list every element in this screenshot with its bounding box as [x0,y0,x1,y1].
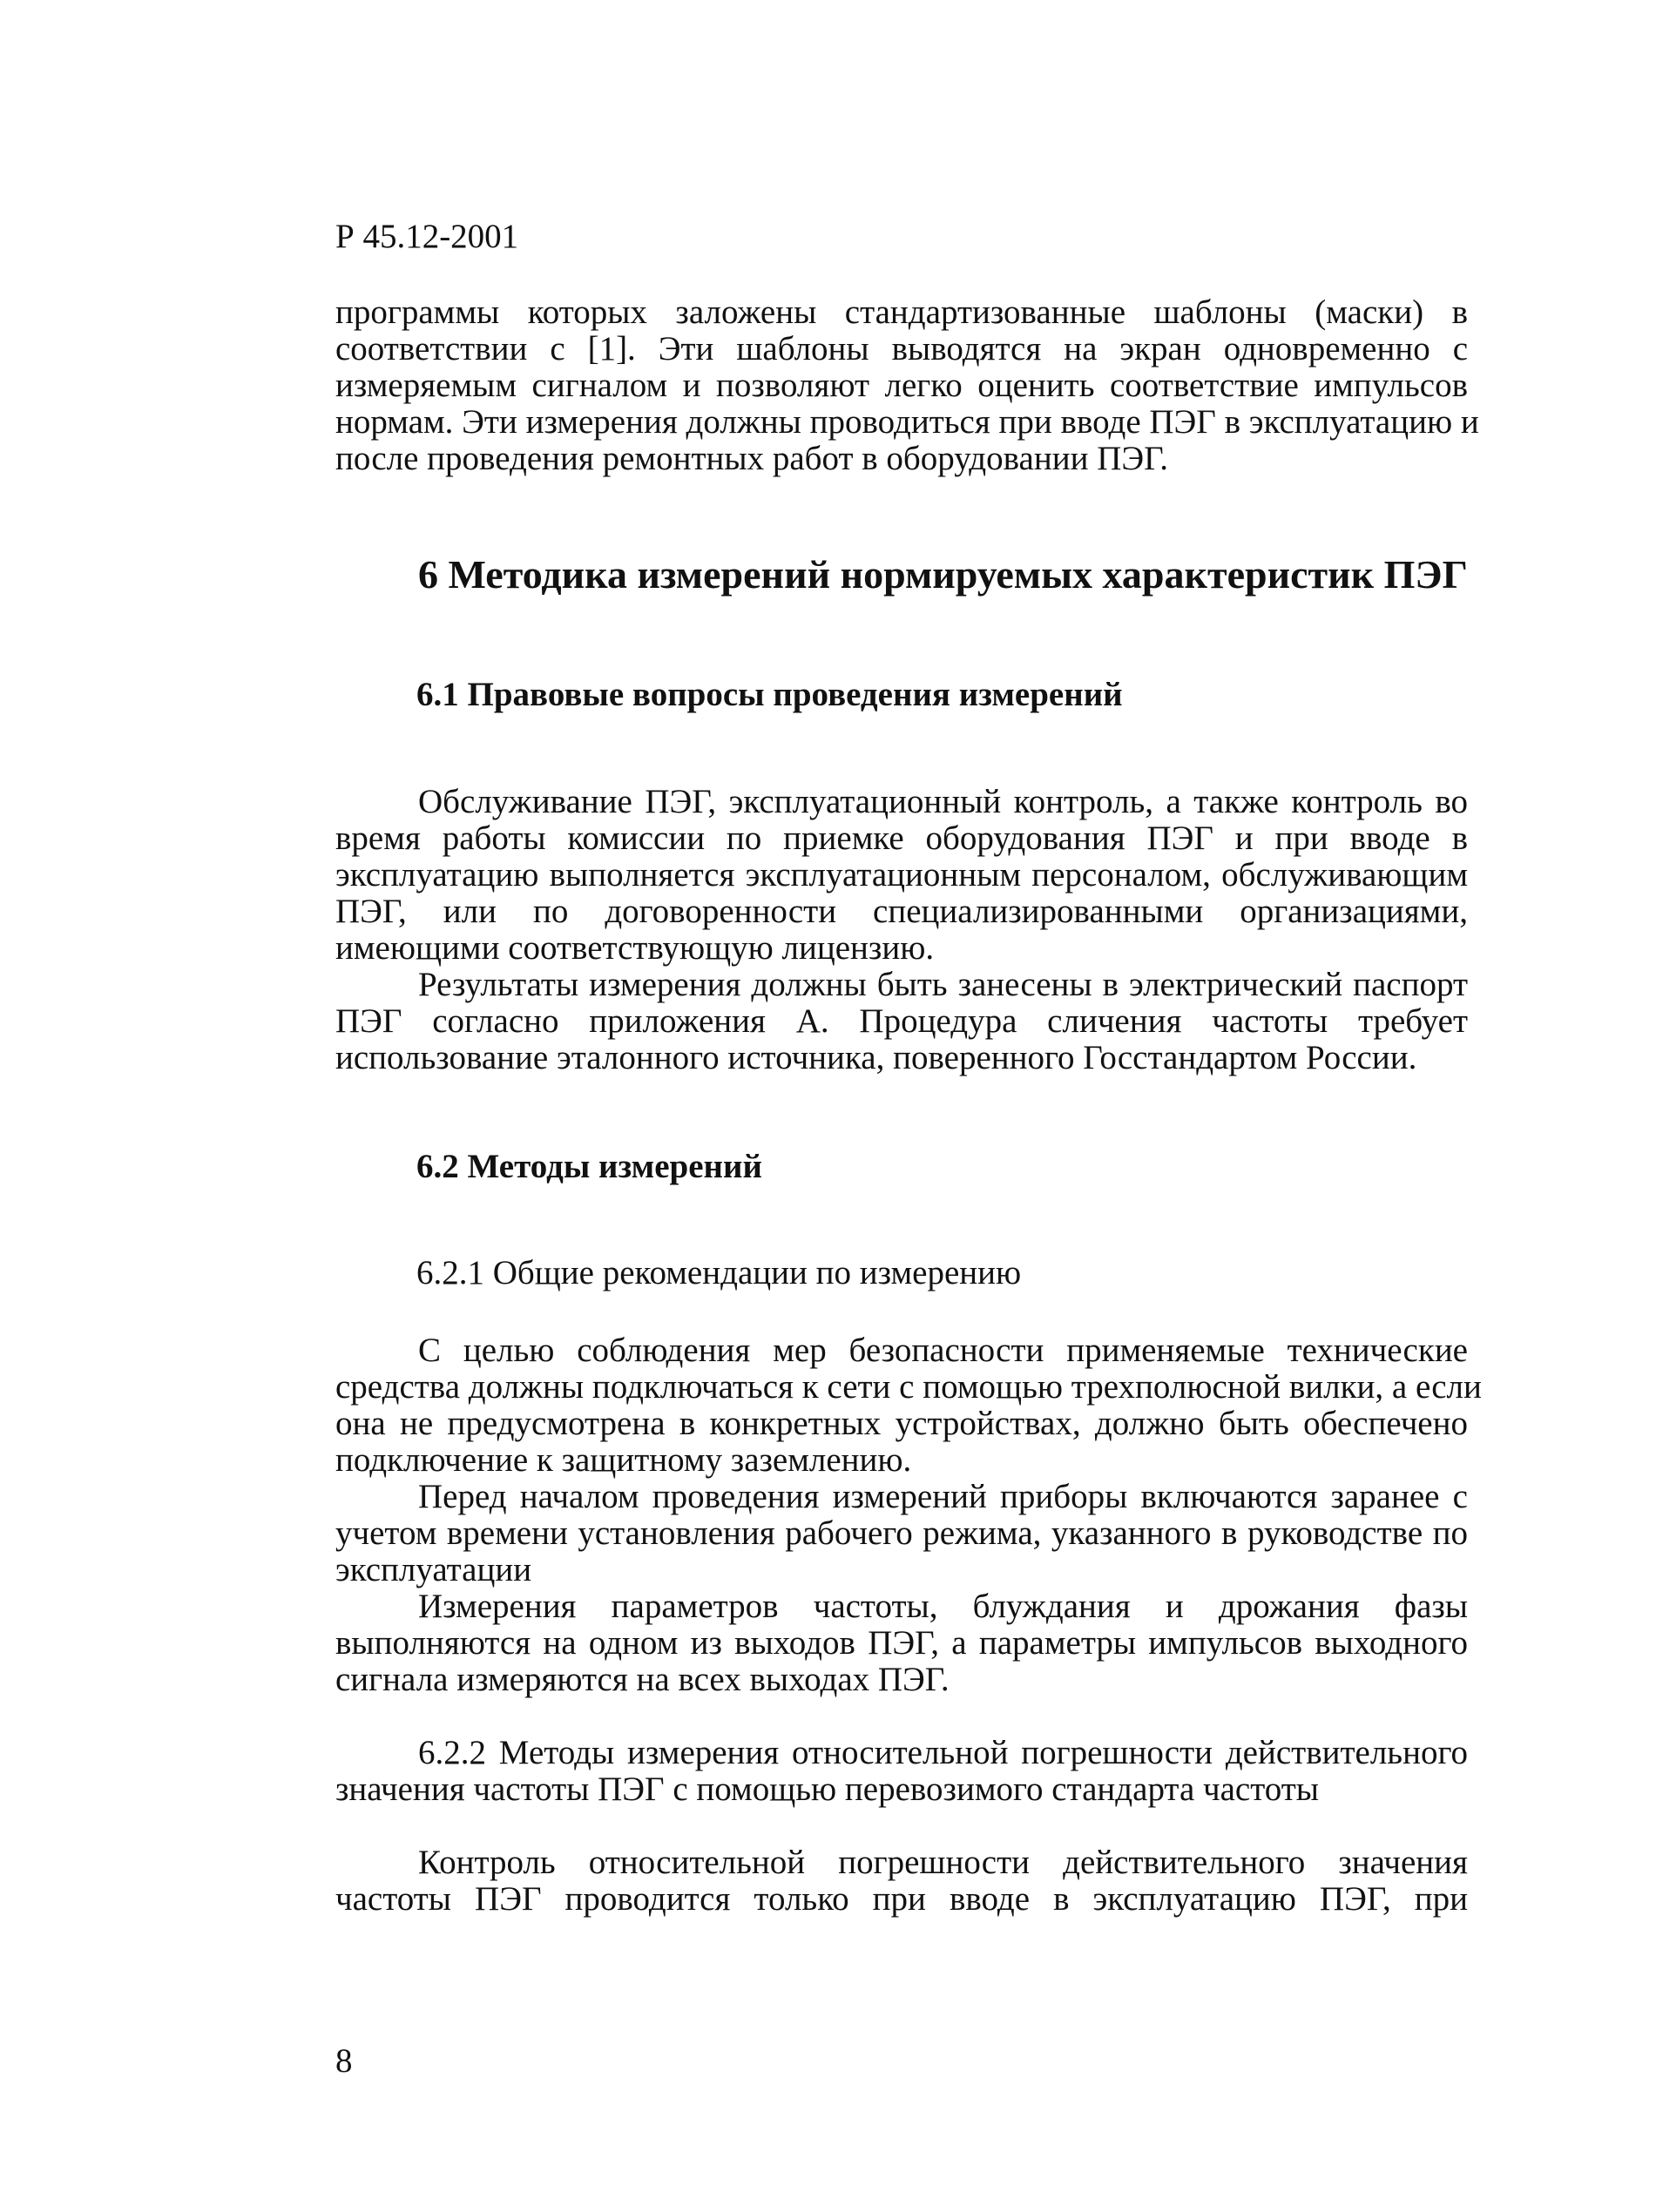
text-line: Измерения параметров частоты, блуждания и дрожания фазы [418,1588,1468,1625]
section-6-2-paragraph-2 [335,1479,1468,1588]
text-line: нормам. Эти измерения должны проводиться при вводе ПЭГ в эксплуатацию и [335,403,1479,441]
text-line: средства должны подключаться к сети с помощью трехполюсной вилки, а если [335,1368,1482,1406]
text-line: эксплуатации [335,1551,532,1588]
text-line: выполняются на одном из выходов ПЭГ, а параметры импульсов выходного [335,1624,1468,1662]
text-line: имеющими соответствующую лицензию. [335,929,935,967]
text-line: ПЭГ согласно приложения А. Процедура сличения частоты требует [335,1002,1468,1040]
text-line: измеряемым сигналом и позволяют легко оценить соответствие импульсов [335,367,1468,404]
text-line: С целью соблюдения мер безопасности применяемые технические [418,1332,1468,1369]
text-line: сигнала измеряются на всех выходах ПЭГ. [335,1661,950,1698]
text-line: 6.2.2 Методы измерения относительной погрешности действительного [418,1734,1468,1771]
text-line: подключение к защитному заземлению. [335,1441,912,1479]
intro-paragraph [335,293,1479,477]
text-line: Контроль относительной погрешности действительного значения [418,1844,1468,1881]
subsection-6-2-2-title [335,1735,1468,1808]
section-6-2-paragraph-1 [335,1332,1482,1479]
text-line: эксплуатацию выполняется эксплуатационным персоналом, обслуживающим [335,856,1468,894]
section-6-1-paragraph-2 [335,967,1468,1076]
text-line: время работы комиссии по приемке оборудования ПЭГ и при вводе в [335,819,1468,857]
section-6-2-paragraph-3 [335,1588,1468,1698]
section-6-2-paragraph-4 [335,1844,1468,1918]
text-line: она не предусмотрена в конкретных устройствах, должно быть обеспечено [335,1405,1468,1442]
text-line: Обслуживание ПЭГ, эксплуатационный контроль, а также контроль во [418,783,1468,820]
text-line: Результаты измерения должны быть занесены в электрический паспорт [418,966,1468,1003]
text-line: соответствии с [1]. Эти шаблоны выводятся на экран одновременно с [335,330,1468,368]
document-code: Р 45.12-2001 [335,218,519,255]
text-line: учетом времени установления рабочего режима, указанного в руководстве по [335,1514,1468,1552]
subsection-6-2-1-title: 6.2.1 Общие рекомендации по измерению [416,1254,1022,1291]
text-line: ПЭГ, или по договоренности специализированными организациями, [335,893,1468,930]
section-6-title: 6 Методика измерений нормируемых характеристик ПЭГ [418,552,1468,597]
text-line: после проведения ремонтных работ в оборудовании ПЭГ. [335,440,1169,477]
section-6-1-paragraph-1 [335,784,1468,967]
text-line: значения частоты ПЭГ с помощью перевозимого стандарта частоты [335,1770,1320,1808]
section-6-1-title: 6.1 Правовые вопросы проведения измерений [416,676,1123,713]
text-line: программы которых заложены стандартизованные шаблоны (маски) в [335,293,1468,331]
text-line: Перед началом проведения измерений приборы включаются заранее с [418,1478,1468,1515]
text-line: частоты ПЭГ проводится только при вводе в эксплуатацию ПЭГ, при [335,1880,1468,1918]
text-line: использование эталонного источника, поверенного Госстандартом России. [335,1039,1417,1076]
section-6-2-title: 6.2 Методы измерений [416,1148,762,1185]
page-number: 8 [335,2042,353,2080]
